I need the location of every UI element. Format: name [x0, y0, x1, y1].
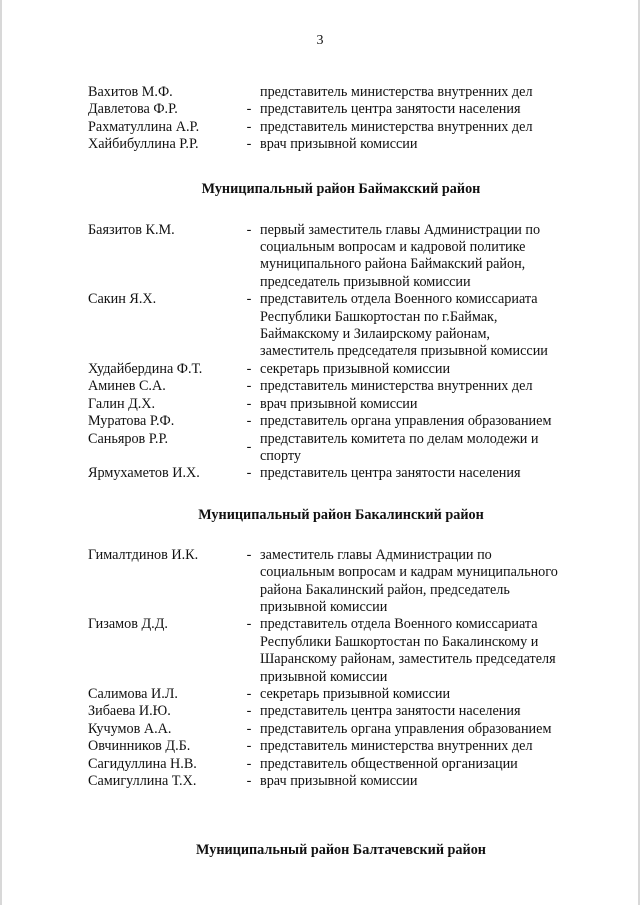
member-name: Саньяров Р.Р.	[88, 430, 169, 447]
page-edge-left	[0, 0, 2, 905]
member-name: Сагидуллина Н.В.	[88, 755, 197, 772]
member-role: представитель центра занятости населения	[260, 101, 521, 118]
dash-separator: -	[246, 101, 252, 118]
dash-separator: -	[246, 413, 252, 430]
member-row	[88, 616, 598, 686]
member-role: представитель общественной организации	[260, 755, 518, 772]
dash-separator: -	[246, 395, 252, 412]
member-row	[88, 84, 598, 101]
member-row	[88, 686, 598, 703]
member-name: Давлетова Ф.Р.	[88, 101, 178, 118]
member-name: Галин Д.Х.	[88, 395, 156, 412]
member-role: представитель центра занятости населения	[260, 703, 521, 720]
dash-separator: -	[246, 685, 252, 702]
member-name: Кучумов А.А.	[88, 720, 172, 737]
dash-separator: -	[246, 465, 252, 482]
member-row	[88, 738, 598, 755]
member-name: Сакин Я.Х.	[88, 291, 157, 308]
member-row	[88, 291, 598, 361]
member-name: Аминев С.А.	[88, 378, 166, 395]
dash-separator: -	[246, 738, 252, 755]
member-group	[88, 547, 598, 791]
dash-separator: -	[246, 438, 252, 455]
dash-separator: -	[246, 136, 252, 153]
member-row	[88, 136, 598, 153]
member-role: представитель органа управления образованием	[260, 413, 552, 430]
member-role: первый заместитель главы Администрации по социальным вопросам и кадровой политике муниципального района Баймакский район, председатель призывной комиссии	[260, 221, 541, 290]
member-row	[88, 378, 598, 395]
member-role: представитель министерства внутренних дел	[260, 738, 533, 755]
member-role: секретарь призывной комиссии	[260, 360, 451, 377]
dash-separator: -	[246, 616, 252, 633]
member-row	[88, 119, 598, 136]
member-name: Гималтдинов И.К.	[88, 546, 199, 563]
dash-separator: -	[246, 378, 252, 395]
member-role: врач призывной комиссии	[260, 395, 418, 412]
dash-separator: -	[246, 118, 252, 135]
member-row	[88, 703, 598, 720]
member-role: представитель центра занятости населения	[260, 465, 521, 482]
member-name: Рахматуллина А.Р.	[88, 118, 200, 135]
member-role: врач призывной комиссии	[260, 773, 418, 789]
dash-separator: -	[246, 755, 252, 772]
member-row	[88, 413, 598, 430]
member-name: Гизамов Д.Д.	[88, 616, 168, 633]
dash-separator: -	[246, 773, 252, 789]
dash-separator: -	[246, 291, 252, 308]
member-role: представитель комитета по делам молодежи и спорту	[260, 430, 539, 464]
dash-separator: -	[246, 360, 252, 377]
member-role: представитель органа управления образованием	[260, 720, 552, 737]
member-name: Самигуллина Т.Х.	[88, 773, 197, 789]
dash-separator: -	[246, 703, 252, 720]
member-name: Баязитов К.М.	[88, 221, 175, 238]
member-role: представитель отдела Военного комиссариата Республики Башкортостан по Бакалинскому и Шаранскому районам, заместитель председателя призывной комиссии	[260, 616, 556, 685]
member-row	[88, 431, 598, 466]
member-group	[88, 222, 598, 483]
member-role: представитель министерства внутренних дел	[260, 378, 533, 395]
member-role: заместитель главы Администрации по социальным вопросам и кадрам муниципального района Бакалинский район, председатель призывной комиссии	[260, 546, 558, 615]
member-name: Вахитов М.Ф.	[88, 84, 173, 100]
member-role: врач призывной комиссии	[260, 136, 418, 153]
member-name: Муратова Р.Ф.	[88, 413, 175, 430]
member-row	[88, 547, 598, 617]
member-group	[88, 84, 598, 154]
member-row	[88, 396, 598, 413]
dash-separator: -	[246, 221, 252, 238]
member-row	[88, 101, 598, 118]
member-name: Зибаева И.Ю.	[88, 703, 171, 720]
member-name: Овчинников Д.Б.	[88, 738, 191, 755]
member-row	[88, 465, 598, 482]
member-name: Ярмухаметов И.Х.	[88, 465, 200, 482]
member-role: представитель отдела Военного комиссариата Республики Башкортостан по г.Баймак, Баймакскому и Зилаирскому районам, заместитель председателя призывной комиссии	[260, 291, 548, 360]
member-name: Хайбибуллина Р.Р.	[88, 136, 199, 153]
member-name: Салимова И.Л.	[88, 685, 178, 702]
member-role: секретарь призывной комиссии	[260, 685, 451, 702]
member-row	[88, 773, 598, 790]
member-role: представитель министерства внутренних дел	[260, 118, 533, 135]
district-heading: Муниципальный район Баймакский район	[201, 180, 481, 197]
commission-list	[88, 84, 598, 859]
district-heading: Муниципальный район Балтачевский район	[196, 842, 486, 859]
member-role: представитель министерства внутренних дел	[260, 84, 533, 100]
member-name: Худайбердина Ф.Т.	[88, 360, 203, 377]
member-row	[88, 361, 598, 378]
member-row	[88, 721, 598, 738]
dash-separator: -	[246, 546, 252, 563]
member-row	[88, 222, 598, 292]
dash-separator	[238, 84, 260, 101]
member-row	[88, 756, 598, 773]
dash-separator: -	[246, 720, 252, 737]
district-heading: Муниципальный район Бакалинский район	[198, 506, 484, 523]
page-number: 3	[316, 33, 324, 48]
